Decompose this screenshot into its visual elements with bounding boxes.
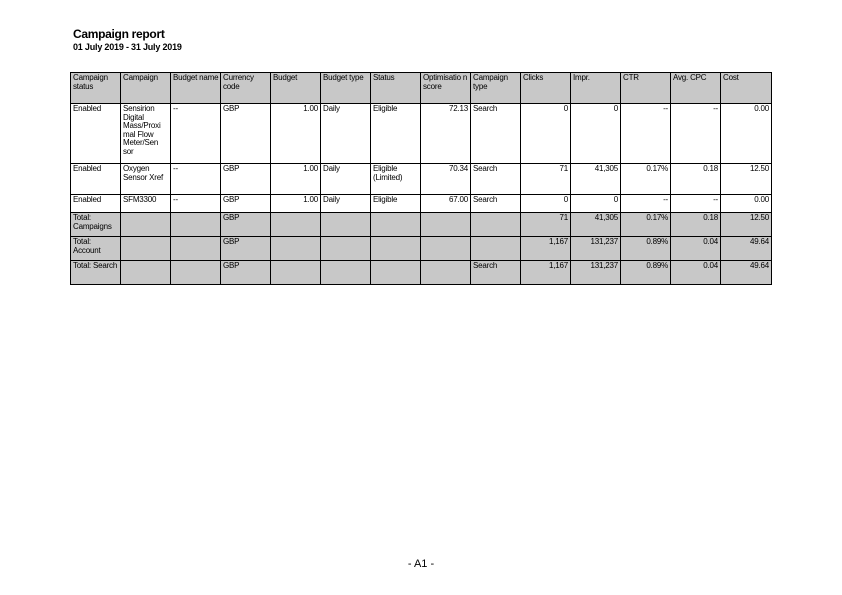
total-cell: 0.04 bbox=[671, 261, 721, 285]
table-cell: -- bbox=[671, 104, 721, 164]
total-cell bbox=[421, 261, 471, 285]
campaign-report-table bbox=[70, 72, 772, 285]
table-totals bbox=[71, 213, 772, 285]
total-cell bbox=[321, 237, 371, 261]
table-cell: Eligible bbox=[371, 104, 421, 164]
total-cell: 1,167 bbox=[521, 237, 571, 261]
total-cell: 49.64 bbox=[721, 237, 772, 261]
table-cell: 0 bbox=[571, 195, 621, 213]
table-cell: 67.00 bbox=[421, 195, 471, 213]
table-cell: 72.13 bbox=[421, 104, 471, 164]
total-cell bbox=[421, 237, 471, 261]
table-cell: 41,305 bbox=[571, 164, 621, 195]
total-cell: 131,237 bbox=[571, 237, 621, 261]
table-cell: 0.18 bbox=[671, 164, 721, 195]
column-header: CTR bbox=[621, 73, 671, 104]
table-cell: Search bbox=[471, 104, 521, 164]
total-cell bbox=[421, 213, 471, 237]
column-header: Clicks bbox=[521, 73, 571, 104]
table-cell: 1.00 bbox=[271, 195, 321, 213]
total-cell: 0.89% bbox=[621, 261, 671, 285]
table-cell: -- bbox=[171, 104, 221, 164]
table-cell: -- bbox=[171, 195, 221, 213]
total-row-label: Total: Account bbox=[71, 237, 121, 261]
table-cell: 0 bbox=[521, 195, 571, 213]
table-cell: Oxygen Sensor Xref bbox=[121, 164, 171, 195]
table-cell: Enabled bbox=[71, 164, 121, 195]
total-cell bbox=[271, 213, 321, 237]
table-cell: 0.00 bbox=[721, 195, 772, 213]
table-cell: Enabled bbox=[71, 195, 121, 213]
total-cell: GBP bbox=[221, 237, 271, 261]
page-number: - A1 - bbox=[407, 558, 435, 570]
table-cell: Sensirion Digital Mass/Proxi mal Flow Meter/Sen sor bbox=[121, 104, 171, 164]
column-header: Impr. bbox=[571, 73, 621, 104]
total-cell: 0.04 bbox=[671, 237, 721, 261]
total-cell bbox=[371, 213, 421, 237]
total-cell: 0.18 bbox=[671, 213, 721, 237]
table-cell: 0.17% bbox=[621, 164, 671, 195]
total-row-label: Total: Search bbox=[71, 261, 121, 285]
total-cell: GBP bbox=[221, 261, 271, 285]
table-cell: GBP bbox=[221, 104, 271, 164]
total-cell bbox=[171, 237, 221, 261]
table-cell: Eligible bbox=[371, 195, 421, 213]
table-row bbox=[71, 104, 772, 164]
table-header-row bbox=[71, 73, 772, 104]
table-cell: -- bbox=[171, 164, 221, 195]
table-cell: 12.50 bbox=[721, 164, 772, 195]
total-cell: 71 bbox=[521, 213, 571, 237]
total-cell: 0.89% bbox=[621, 237, 671, 261]
column-header: Status bbox=[371, 73, 421, 104]
total-cell: 0.17% bbox=[621, 213, 671, 237]
report-title: Campaign report bbox=[73, 27, 165, 41]
total-row-label: Total: Campaigns bbox=[71, 213, 121, 237]
table-cell: 0.00 bbox=[721, 104, 772, 164]
column-header: Budget bbox=[271, 73, 321, 104]
table-cell: Enabled bbox=[71, 104, 121, 164]
total-cell bbox=[371, 261, 421, 285]
total-cell bbox=[271, 261, 321, 285]
table-cell: 1.00 bbox=[271, 164, 321, 195]
total-row bbox=[71, 213, 772, 237]
table-cell: 71 bbox=[521, 164, 571, 195]
column-header: Budget type bbox=[321, 73, 371, 104]
total-row bbox=[71, 237, 772, 261]
column-header: Avg. CPC bbox=[671, 73, 721, 104]
column-header: Currency code bbox=[221, 73, 271, 104]
total-cell bbox=[271, 237, 321, 261]
total-cell bbox=[121, 261, 171, 285]
column-header: Optimisatio n score bbox=[421, 73, 471, 104]
table-cell: 0 bbox=[521, 104, 571, 164]
column-header: Campaign bbox=[121, 73, 171, 104]
total-cell bbox=[471, 213, 521, 237]
table-header bbox=[71, 73, 772, 104]
total-cell: 131,237 bbox=[571, 261, 621, 285]
column-header: Campaign status bbox=[71, 73, 121, 104]
table-cell: 70.34 bbox=[421, 164, 471, 195]
table-cell: Search bbox=[471, 164, 521, 195]
table-cell: GBP bbox=[221, 164, 271, 195]
table-cell: Daily bbox=[321, 164, 371, 195]
total-cell bbox=[121, 213, 171, 237]
table-cell: Daily bbox=[321, 104, 371, 164]
column-header: Budget name bbox=[171, 73, 221, 104]
table-cell: 0 bbox=[571, 104, 621, 164]
table-row bbox=[71, 164, 772, 195]
total-cell: Search bbox=[471, 261, 521, 285]
total-cell bbox=[321, 213, 371, 237]
total-cell: 41,305 bbox=[571, 213, 621, 237]
total-cell bbox=[371, 237, 421, 261]
table-cell: -- bbox=[621, 195, 671, 213]
total-row bbox=[71, 261, 772, 285]
table-cell: SFM3300 bbox=[121, 195, 171, 213]
report-date-range: 01 July 2019 - 31 July 2019 bbox=[73, 42, 182, 52]
total-cell: 1,167 bbox=[521, 261, 571, 285]
table-cell: GBP bbox=[221, 195, 271, 213]
table-row bbox=[71, 195, 772, 213]
total-cell bbox=[471, 237, 521, 261]
table-cell: Search bbox=[471, 195, 521, 213]
column-header: Campaign type bbox=[471, 73, 521, 104]
column-header: Cost bbox=[721, 73, 772, 104]
table-cell: 1.00 bbox=[271, 104, 321, 164]
total-cell: 12.50 bbox=[721, 213, 772, 237]
total-cell bbox=[171, 213, 221, 237]
total-cell bbox=[171, 261, 221, 285]
table-cell: -- bbox=[621, 104, 671, 164]
table-cell: -- bbox=[671, 195, 721, 213]
total-cell bbox=[321, 261, 371, 285]
total-cell: GBP bbox=[221, 213, 271, 237]
table-cell: Eligible (Limited) bbox=[371, 164, 421, 195]
total-cell: 49.64 bbox=[721, 261, 772, 285]
table-body bbox=[71, 104, 772, 213]
table-cell: Daily bbox=[321, 195, 371, 213]
total-cell bbox=[121, 237, 171, 261]
